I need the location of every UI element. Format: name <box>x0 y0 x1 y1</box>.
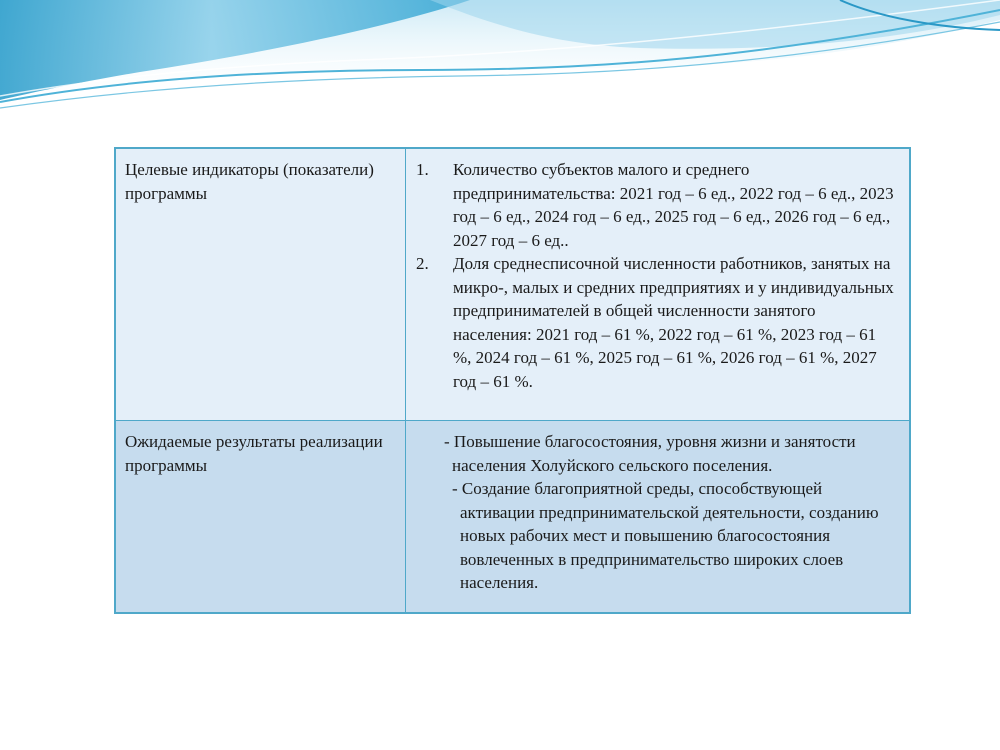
indicators-label: Целевые индикаторы (показатели) программы <box>125 160 374 203</box>
results-label: Ожидаемые результаты реализации программы <box>125 432 383 475</box>
list-item <box>416 158 897 252</box>
indicators-list <box>416 158 897 393</box>
results-label-cell <box>115 421 406 614</box>
indicators-value-cell <box>406 148 911 421</box>
list-item-number: 1. <box>416 160 429 179</box>
results-list <box>416 430 897 595</box>
list-item-text: Доля среднесписочной численности работников, занятых на микро-, малых и средних предприятиях и у индивидуальных предпринимателей в общей численности занятого населения: 2021 год – 61 %, 2022 год – 61 %, 2023 год – 61 %, 2024 год – 61 %, 2025 год – 61 %, 2026 год – 61 %, 2027 год – 61 %. <box>453 254 894 391</box>
table-row-results <box>115 421 910 614</box>
result-item: - Повышение благосостояния, уровня жизни и занятости населения Холуйского сельского поселения. <box>444 432 856 475</box>
list-item <box>416 252 897 393</box>
result-item: - Создание благоприятной среды, способствующей активации предпринимательской деятельности, созданию новых рабочих мест и повышению благосостояния вовлеченных в предпринимательство широких слоев населения. <box>452 479 879 592</box>
results-value-cell <box>406 421 911 614</box>
list-item-text: Количество субъектов малого и среднего предпринимательства: 2021 год – 6 ед., 2022 год – 6 ед., 2023 год – 6 ед., 2024 год – 6 ед., 2025 год – 6 ед., 2026 год – 6 ед., 2027 год – 6 ед.. <box>453 160 894 250</box>
header-wave-decoration <box>0 0 1000 130</box>
indicators-label-cell <box>115 148 406 421</box>
list-item-number: 2. <box>416 254 429 273</box>
program-table <box>114 147 911 614</box>
table-row-indicators <box>115 148 910 421</box>
